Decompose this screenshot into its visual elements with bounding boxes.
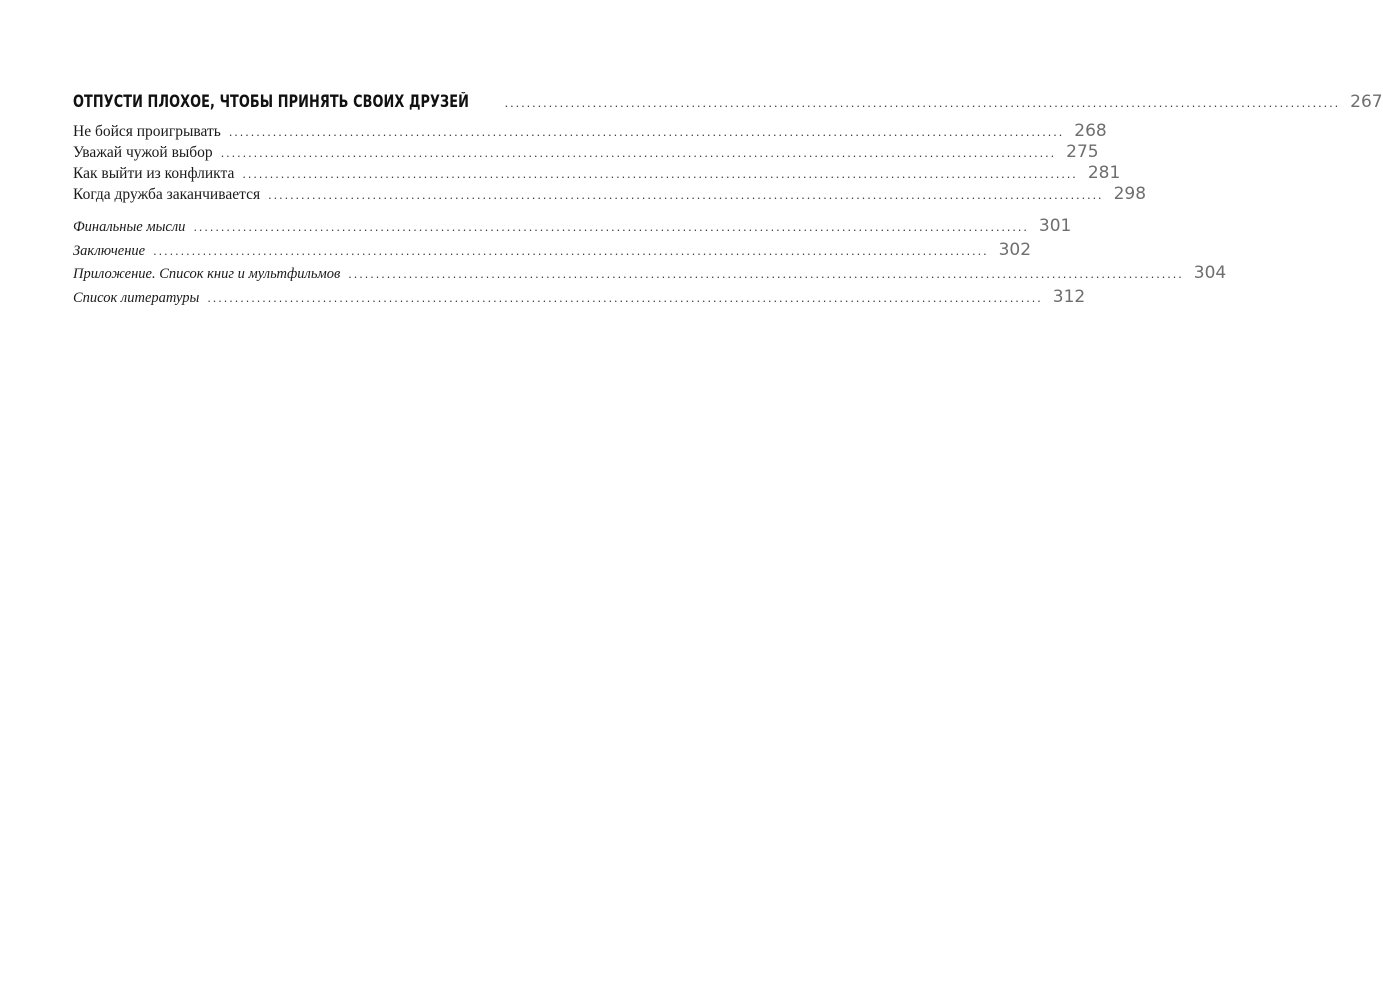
toc-entry-title: Когда дружба заканчивается	[73, 186, 261, 203]
dot-leader: ........................................................................................................................................................	[504, 97, 1341, 110]
toc-entry-title: Финальные мысли	[73, 219, 186, 235]
dot-leader: ........................................................................................................................................................	[268, 189, 1104, 202]
toc-entry-title: Уважай чужой выбор	[73, 144, 213, 161]
toc-page-number: 301	[1038, 216, 1072, 236]
toc-entry[interactable]	[73, 121, 1107, 142]
toc-page-number: 298	[1113, 184, 1147, 204]
dot-leader: ........................................................................................................................................................	[220, 147, 1057, 160]
toc-page-number: 312	[1052, 286, 1086, 307]
dot-leader: ........................................................................................................................................................	[228, 126, 1065, 139]
dot-leader: ........................................................................................................................................................	[193, 221, 1029, 234]
toc-back-matter-entry[interactable]	[73, 216, 1072, 240]
toc-chapter-entry[interactable]	[73, 92, 1383, 121]
toc-entry-title: Не бойся проигрывать	[73, 123, 221, 140]
toc-back-matter-entry[interactable]	[73, 239, 1032, 264]
toc-entry-title: Заключение	[73, 242, 146, 259]
toc-page-number: 267	[1350, 92, 1383, 112]
toc-page-number: 281	[1087, 163, 1121, 183]
dot-leader: ........................................................................................................................................................	[153, 244, 989, 258]
toc-page-number: 268	[1074, 121, 1107, 141]
toc-back-matter-entry[interactable]	[73, 263, 1227, 287]
toc-entry-title: Приложение. Список книг и мультфильмов	[73, 266, 341, 282]
table-of-contents	[73, 92, 1383, 310]
toc-entry-title: Как выйти из конфликта	[73, 165, 235, 182]
dot-leader: ........................................................................................................................................................	[242, 168, 1078, 181]
dot-leader: ........................................................................................................................................................	[207, 291, 1043, 305]
toc-entry[interactable]	[73, 184, 1147, 205]
toc-page-number: 275	[1066, 142, 1099, 162]
dot-leader: ........................................................................................................................................................	[348, 268, 1184, 281]
spacer	[73, 205, 613, 216]
toc-back-matter-entry[interactable]	[73, 286, 1086, 311]
toc-chapter-title: ОТПУСТИ ПЛОХОЕ, ЧТОБЫ ПРИНЯТЬ СВОИХ ДРУЗЕЙ	[73, 92, 469, 111]
toc-entry-title: Список литературы	[73, 289, 200, 306]
toc-entry[interactable]	[73, 163, 1121, 184]
toc-entry[interactable]	[73, 142, 1099, 163]
toc-page-number: 304	[1193, 263, 1227, 283]
toc-page-number: 302	[998, 239, 1032, 260]
